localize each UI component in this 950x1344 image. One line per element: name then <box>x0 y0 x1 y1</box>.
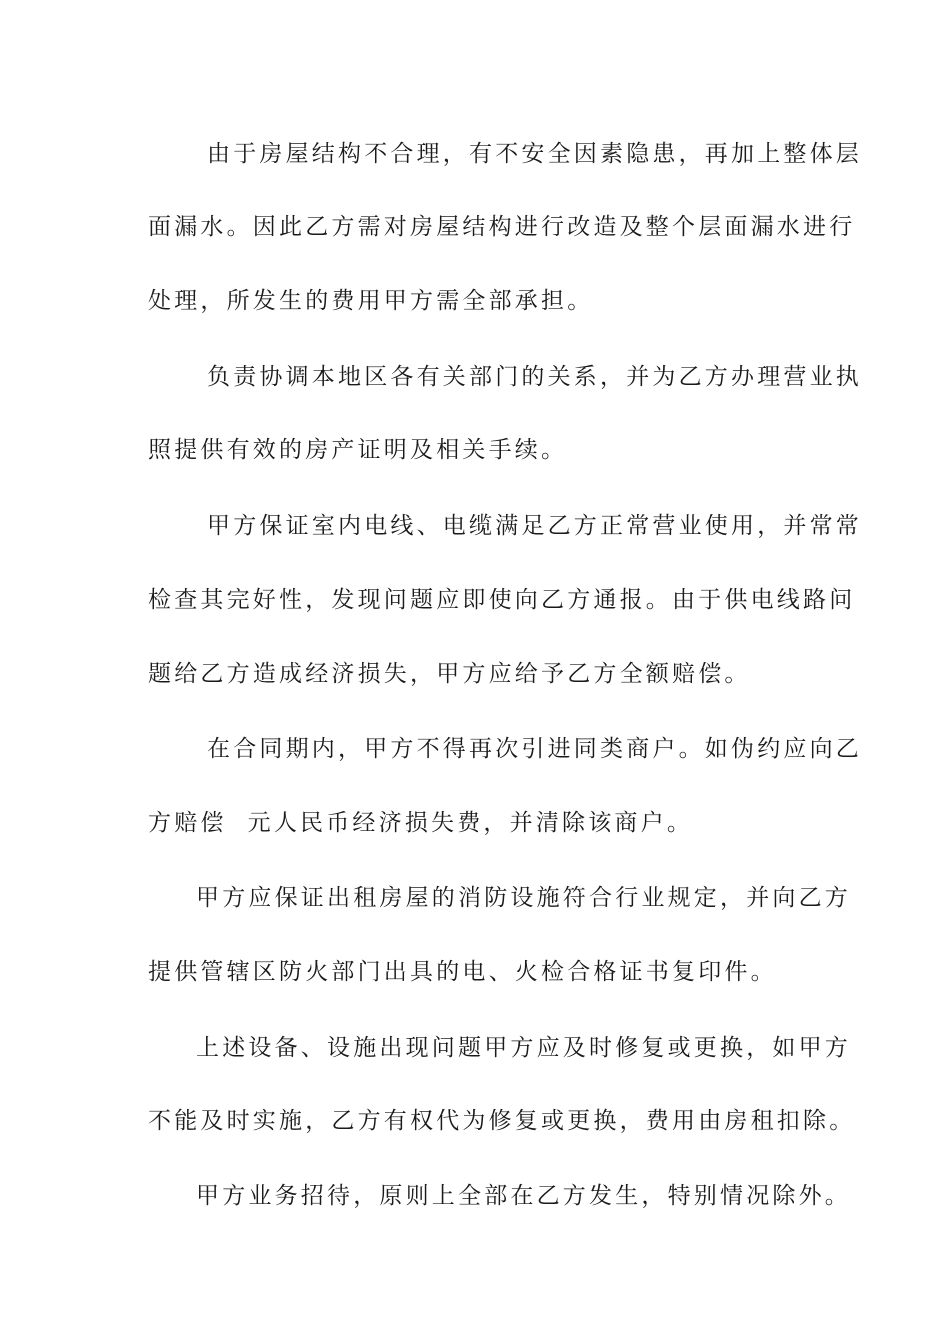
paragraph-2-line-1: 负责协调本地区各有关部门的关系，并为乙方办理营业执 <box>207 364 862 390</box>
paragraph-3-line-1: 甲方保证室内电线、电缆满足乙方正常营业使用，并常常 <box>207 513 862 539</box>
paragraph-3-line-3: 题给乙方造成经济损失，甲方应给予乙方全额赔偿。 <box>148 661 751 687</box>
paragraph-4-line-1: 在合同期内，甲方不得再次引进同类商户。如伪约应向乙 <box>207 736 862 762</box>
paragraph-5-line-2: 提供管辖区防火部门出具的电、火检合格证书复印件。 <box>148 959 777 985</box>
paragraph-7-line-1: 甲方业务招待，原则上全部在乙方发生，特别情况除外。 <box>196 1183 851 1209</box>
paragraph-1-line-1: 由于房屋结构不合理，有不安全因素隐患，再加上整体层 <box>207 141 862 167</box>
paragraph-5-line-1: 甲方应保证出租房屋的消防设施符合行业规定，并向乙方 <box>196 885 851 911</box>
paragraph-3-line-2: 检查其完好性，发现问题应即使向乙方通报。由于供电线路问 <box>148 587 856 613</box>
paragraph-1-line-2: 面漏水。因此乙方需对房屋结构进行改造及整个层面漏水进行 <box>148 214 856 240</box>
paragraph-6-line-2: 不能及时实施，乙方有权代为修复或更换，费用由房租扣除。 <box>148 1108 856 1134</box>
paragraph-6-line-1: 上述设备、设施出现问题甲方应及时修复或更换，如甲方 <box>196 1035 851 1061</box>
paragraph-2-line-2: 照提供有效的房产证明及相关手续。 <box>148 437 568 463</box>
paragraph-1-line-3: 处理，所发生的费用甲方需全部承担。 <box>148 288 594 314</box>
paragraph-4-line-2: 方赔偿 元人民币经济损失费，并清除该商户。 <box>148 810 694 836</box>
